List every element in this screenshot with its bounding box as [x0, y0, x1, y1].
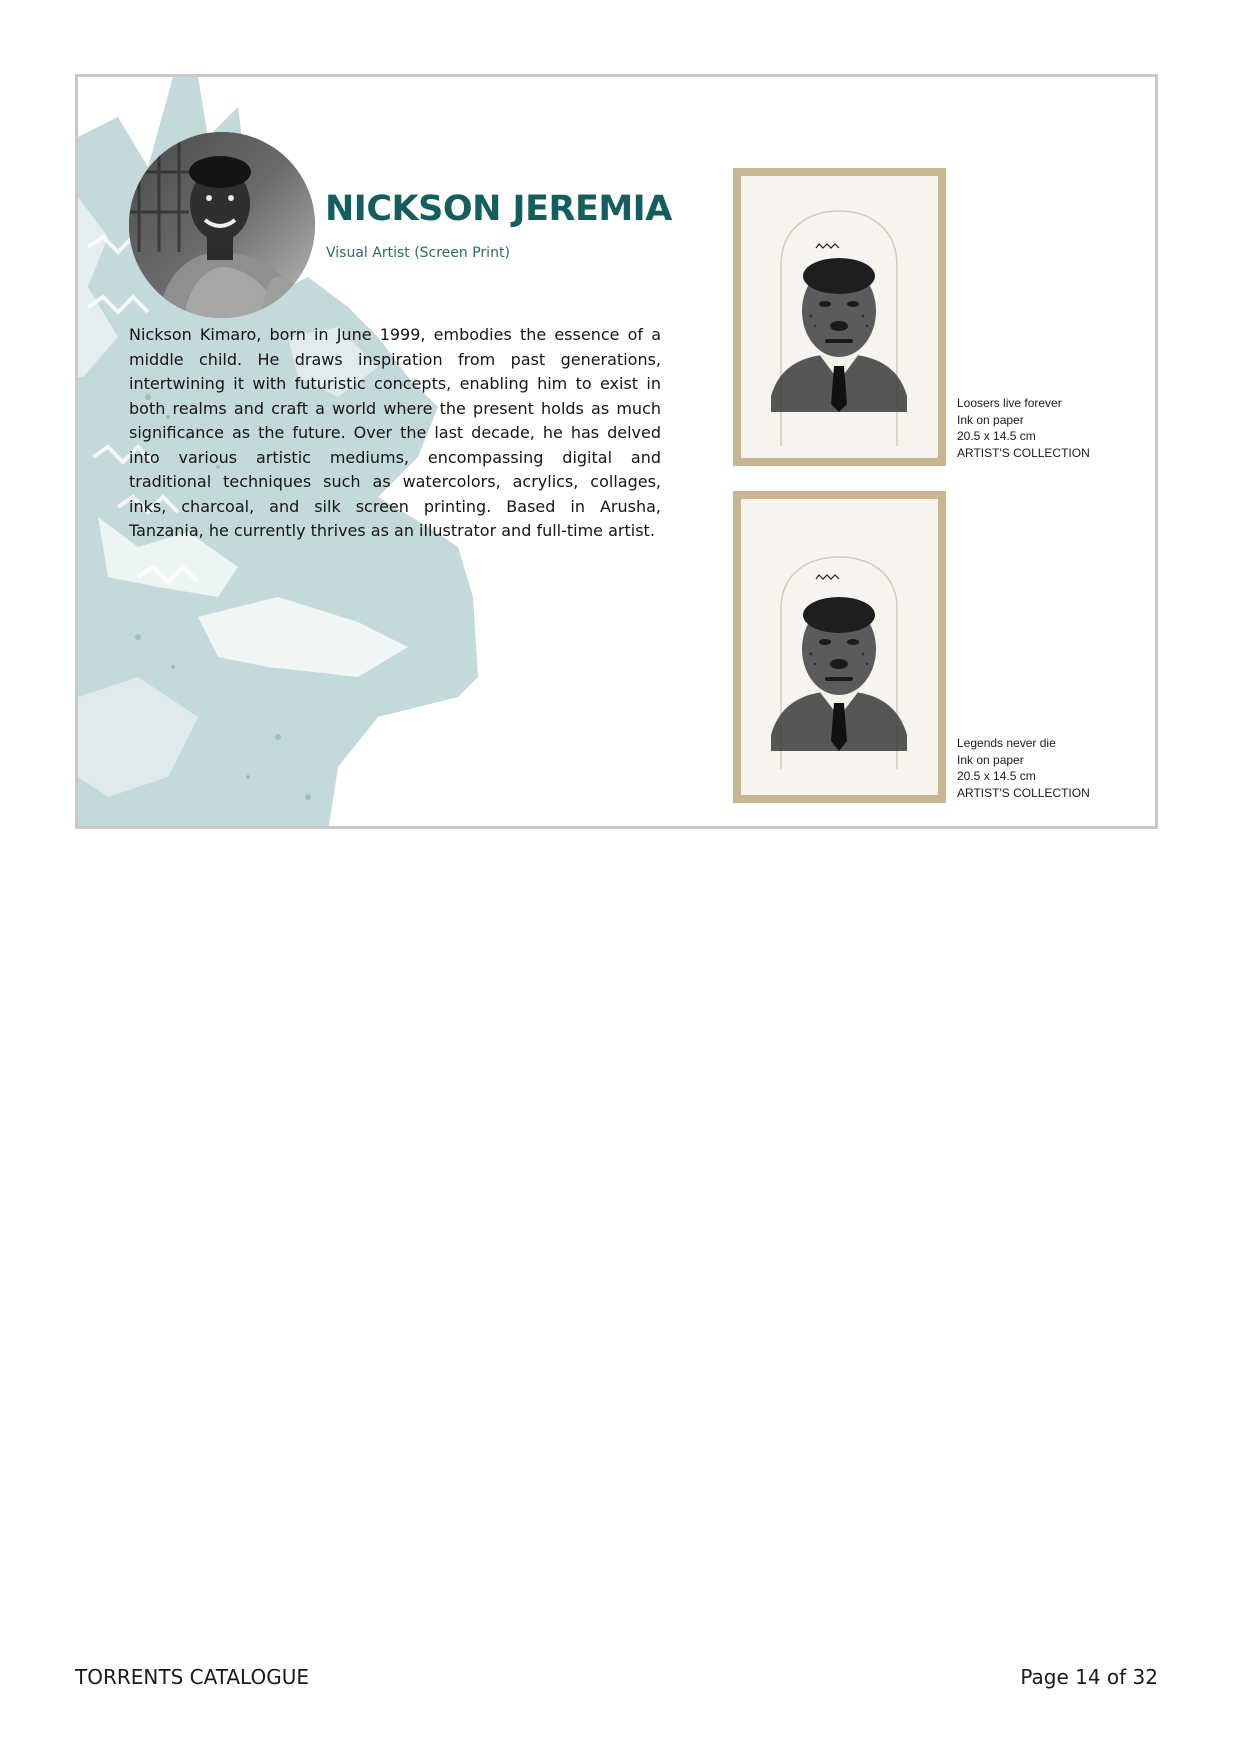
artwork-medium: Ink on paper [957, 412, 1024, 427]
artist-role: Visual Artist (Screen Print) [326, 245, 510, 261]
artist-card [75, 74, 1158, 829]
artist-portrait [129, 132, 315, 318]
artwork-image-legends-never-die [733, 491, 946, 803]
artwork-size: 20.5 x 14.5 cm [957, 429, 1036, 443]
footer-catalogue-title: TORRENTS CATALOGUE [75, 1665, 310, 1689]
artwork-medium: Ink on paper [957, 752, 1024, 767]
artwork-collection: ARTIST'S COLLECTION [957, 445, 1090, 460]
artwork-size: 20.5 x 14.5 cm [957, 769, 1036, 783]
artwork-title: Loosers live forever [957, 396, 1062, 410]
artwork-image-loosers-live-forever [733, 168, 946, 466]
artist-name: NICKSON JEREMIA [325, 189, 672, 229]
artist-bio: Nickson Kimaro, born in June 1999, embodies the essence of a middle child. He draws inspiration from past generations, intertwining it with futuristic concepts, enabling him to exist in both realms and craft a world where the present holds as much significance as the future. Over the last decade, he has delved into various artistic mediums, encompassing digital and traditional techniques such as watercolors, acrylics, collages, inks, charcoal, and silk screen printing. Based in Arusha, Tanzania, he currently thrives as an illustrator and full-time artist. [129, 325, 661, 540]
artwork-caption [957, 735, 1090, 801]
artwork-title: Legends never die [957, 736, 1056, 750]
artwork-caption [957, 395, 1090, 461]
artwork-collection: ARTIST'S COLLECTION [957, 785, 1090, 800]
footer-page-number: Page 14 of 32 [1020, 1665, 1158, 1689]
